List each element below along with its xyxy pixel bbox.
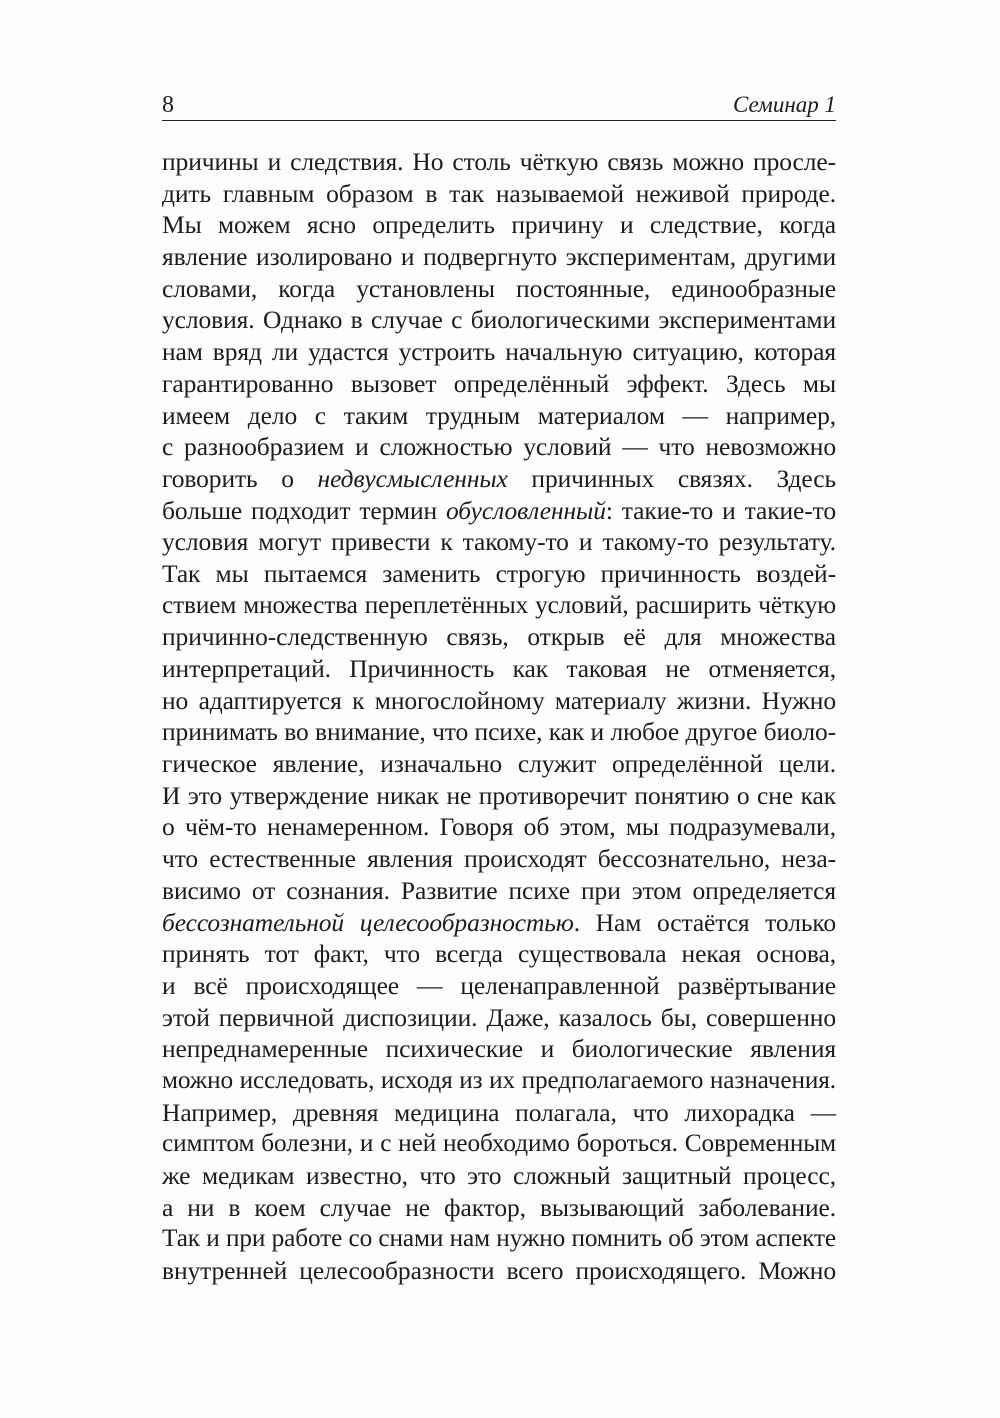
text-segment: принимать во внимание, что психе, как и любое другое биоло- (162, 717, 836, 747)
text-segment: висимо от сознания. Развитие психе при этом определяется (162, 875, 836, 905)
text-line (162, 685, 836, 717)
text-segment: а ни в коем случае не фактор, вызывающий заболевание. (162, 1192, 836, 1222)
text-line (162, 1128, 836, 1160)
text-segment: . Нам остаётся только (573, 907, 836, 937)
text-line (162, 875, 836, 907)
text-line (162, 938, 836, 970)
text-segment: явление изолировано и подвергнуто экспериментам, другими (162, 242, 836, 272)
text-segment: Например, древняя медицина полагала, что лихорадка — (162, 1097, 836, 1127)
text-line (162, 1002, 836, 1034)
chapter-title: Семинар 1 (733, 92, 836, 117)
text-segment: дить главным образом в так называемой неживой природе. (162, 178, 836, 208)
text-line (162, 716, 836, 748)
text-segment: интерпретаций. Причинность как таковая не отменяется, (162, 654, 836, 683)
text-line (162, 653, 836, 685)
italic-emphasis: недвусмысленных (317, 463, 508, 493)
text-segment: принять тот факт, что всегда существовала некая основа, (162, 939, 836, 969)
text-segment: говорить о (162, 463, 318, 493)
text-line (162, 1223, 836, 1255)
text-segment: внутренней целесообразности всего происходящего. Можно (162, 1256, 836, 1286)
text-line (162, 811, 836, 843)
text-line (162, 431, 836, 463)
text-segment: Так мы пытаемся заменить строгую причинность воздей- (162, 558, 836, 588)
text-segment: условия. Однако в случае с биологическими экспериментами (162, 305, 836, 335)
text-line (162, 1160, 836, 1192)
text-line (162, 304, 836, 336)
text-line (162, 526, 836, 558)
text-line (162, 590, 836, 622)
text-line (162, 780, 836, 812)
text-segment: причинных связях. Здесь (507, 463, 837, 493)
text-line (162, 336, 836, 368)
text-segment: нам вряд ли удастся устроить начальную ситуацию, которая (162, 337, 836, 367)
body-text (162, 146, 836, 1287)
text-segment: словами, когда установлены постоянные, единообразные (162, 273, 836, 303)
text-segment: гарантированно вызовет определённый эффект. Здесь мы (162, 368, 836, 398)
text-line (162, 1065, 836, 1097)
text-segment: же медикам известно, что это сложный защитный процесс, (162, 1161, 836, 1190)
text-line (162, 1255, 836, 1287)
text-segment: ствием множества переплетённых условий, расширить чёткую (162, 590, 836, 619)
text-segment: причинно-следственную связь, открыв её для множества (162, 622, 836, 652)
page-number: 8 (162, 92, 174, 118)
text-line (162, 1097, 836, 1129)
text-segment: можно исследовать, исходя из их предполагаемого назначения. (162, 1065, 836, 1094)
text-segment: условия могут привести к такому-то и такому-то результату. (162, 527, 836, 557)
text-line (162, 843, 836, 875)
text-line (162, 748, 836, 780)
text-line (162, 495, 836, 527)
text-line (162, 368, 836, 400)
text-line (162, 907, 836, 939)
text-line (162, 970, 836, 1002)
text-line (162, 241, 836, 273)
text-segment: : такие-то и такие-то (605, 495, 836, 525)
text-line (162, 400, 836, 432)
text-line (162, 558, 836, 590)
text-segment: Мы можем ясно определить причину и следствие, когда (162, 210, 836, 240)
text-segment: но адаптируется к многослойному материалу жизни. Нужно (162, 685, 836, 715)
text-line (162, 463, 836, 495)
text-segment: этой первичной диспозиции. Даже, казалось бы, совершенно (162, 1002, 836, 1032)
italic-emphasis: бессознательной целесообразностью (162, 907, 574, 937)
text-line (162, 178, 836, 210)
text-segment: Так и при работе со снами нам нужно помнить об этом аспекте (162, 1224, 836, 1253)
text-segment: что естественные явления происходят бессознательно, неза- (162, 844, 836, 874)
text-segment: причины и следствия. Но столь чёткую связь можно просле- (162, 147, 836, 176)
text-segment: больше подходит термин (162, 495, 446, 525)
text-line (162, 1033, 836, 1065)
text-segment: имеем дело с таким трудным материалом — например, (162, 400, 836, 430)
text-segment: и всё происходящее — целенаправленной развёртывание (162, 970, 836, 1000)
text-segment: непреднамеренные психические и биологические явления (162, 1034, 836, 1064)
text-segment: И это утверждение никак не противоречит понятию о сне как (162, 780, 836, 810)
italic-emphasis: обусловленный (445, 495, 606, 525)
text-line (162, 621, 836, 653)
text-line (162, 209, 836, 241)
text-line (162, 1192, 836, 1224)
text-segment: о чём-то ненамеренном. Говоря об этом, мы подразумевали, (162, 812, 836, 842)
running-head (162, 92, 836, 121)
text-line (162, 146, 836, 178)
text-segment: гическое явление, изначально служит определённой цели. (162, 749, 836, 779)
text-line (162, 273, 836, 305)
text-segment: с разнообразием и сложностью условий — что невозможно (162, 432, 836, 462)
text-segment: симптом болезни, и с ней необходимо бороться. Современным (162, 1129, 836, 1158)
